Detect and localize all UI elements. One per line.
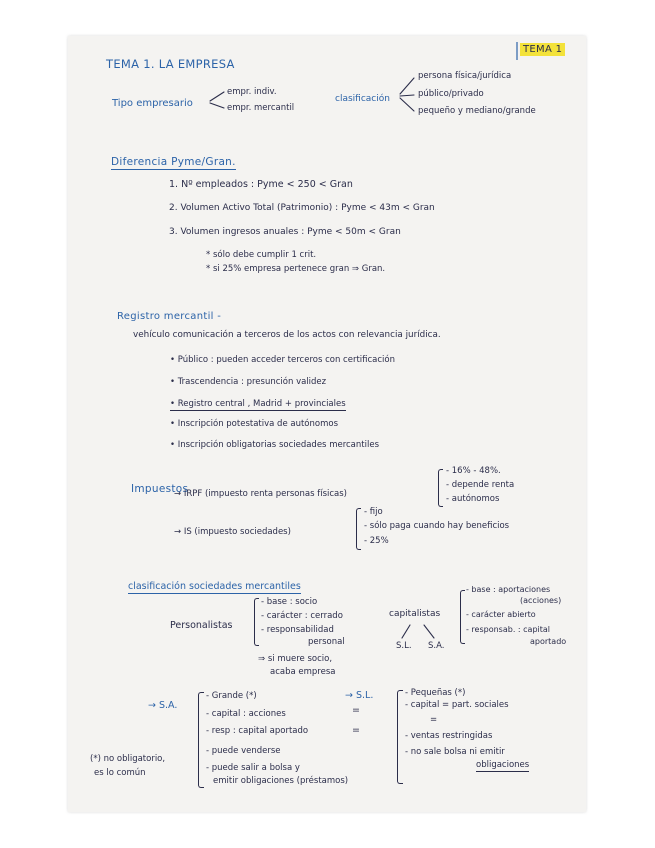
sa-item: - capital : acciones — [206, 709, 286, 719]
sa-item: emitir obligaciones (préstamos) — [213, 776, 349, 786]
sl-item: - Pequeñas (*) — [405, 688, 466, 698]
personalistas-item: - base : socio — [261, 597, 318, 607]
footnote: (*) no obligatorio, — [90, 754, 166, 764]
impuestos-heading: Impuestos — [131, 483, 189, 495]
personalistas-note: ⇒ si muere socio, — [258, 654, 333, 664]
tipo-item: empr. indiv. — [227, 87, 277, 97]
sa-equals: = — [352, 705, 360, 716]
sa-equals: = — [352, 725, 360, 736]
clasificacion-label: clasificación — [335, 94, 390, 104]
irpf-label: → IRPF (impuesto renta personas físicas) — [174, 489, 348, 499]
personalistas-item: - responsabilidad — [261, 625, 334, 635]
pyme-note: * si 25% empresa pertenece gran ⇒ Gran. — [206, 264, 386, 274]
capitalistas-item: - base : aportaciones — [466, 585, 551, 594]
capitalistas-item: - carácter abierto — [466, 610, 536, 619]
capitalistas-branch: S.A. — [428, 641, 445, 651]
clasificacion-item: persona física/jurídica — [418, 71, 512, 81]
sl-item: - ventas restringidas — [405, 731, 493, 741]
sl-item: - capital = part. sociales — [405, 700, 509, 710]
clasificacion-item: público/privado — [418, 89, 484, 99]
arrow-line — [400, 78, 414, 94]
tipo-item: empr. mercantil — [227, 103, 295, 113]
tema-tag-highlight: TEMA 1 — [520, 43, 565, 56]
registro-bullet: • Inscripción obligatorias sociedades mercantiles — [170, 440, 379, 450]
registro-bullet: • Inscripción potestativa de autónomos — [170, 419, 339, 429]
registro-desc: vehículo comunicación a terceros de los actos con relevancia jurídica. — [133, 330, 441, 340]
sa-item: - Grande (*) — [206, 691, 257, 701]
sa-item: - puede venderse — [206, 746, 281, 756]
pyme-heading-text: Diferencia Pyme/Gran. — [111, 156, 236, 168]
arrow-line — [424, 625, 434, 638]
registro-heading: Registro mercantil - — [117, 311, 222, 322]
capitalistas-label: capitalistas — [389, 609, 441, 619]
arrow-line — [400, 95, 414, 96]
irpf-item: - autónomos — [446, 494, 500, 504]
sa-label: → S.A. — [148, 700, 178, 711]
capitalistas-item: - responsab. : capital — [466, 625, 551, 634]
personalistas-item: personal — [308, 637, 345, 647]
personalistas-label: Personalistas — [170, 620, 233, 631]
capitalistas-branch: S.L. — [396, 641, 412, 651]
tipo-label: Tipo empresario — [112, 98, 193, 109]
sl-item: = — [430, 715, 438, 725]
personalistas-item: - carácter : cerrado — [261, 611, 343, 621]
capitalistas-item: aportado — [530, 637, 567, 646]
pyme-criterion: 3. Volumen ingresos anuales : Pyme < 50m < Gran — [169, 227, 401, 237]
is-item: - fijo — [364, 507, 383, 517]
page-title: TEMA 1. LA EMPRESA — [106, 57, 235, 71]
sl-label: → S.L. — [345, 690, 374, 701]
sociedades-heading-text: clasificación sociedades mercantiles — [128, 581, 301, 592]
is-item: - 25% — [364, 536, 389, 546]
sl-item: - no sale bolsa ni emitir — [405, 747, 505, 757]
irpf-item: - 16% - 48%. — [446, 466, 501, 476]
is-label: → IS (impuesto sociedades) — [174, 527, 291, 537]
capitalistas-item: (acciones) — [520, 596, 562, 605]
is-item: - sólo paga cuando hay beneficios — [364, 521, 510, 531]
footnote: es lo común — [94, 768, 146, 778]
arrow-line — [400, 98, 414, 111]
sa-item: - puede salir a bolsa y — [206, 763, 300, 773]
clasificacion-item: pequeño y mediano/grande — [418, 106, 536, 116]
registro-bullet: • Público : pueden acceder terceros con certificación — [170, 355, 395, 365]
pyme-note: * sólo debe cumplir 1 crit. — [206, 250, 317, 260]
irpf-item: - depende renta — [446, 480, 515, 490]
personalistas-note: acaba empresa — [270, 667, 336, 677]
sa-item: - resp : capital aportado — [206, 726, 309, 736]
pyme-criterion: 1. Nº empleados : Pyme < 250 < Gran — [169, 179, 353, 190]
arrow-line — [210, 92, 224, 101]
arrow-line — [402, 625, 410, 638]
pyme-criterion: 2. Volumen Activo Total (Patrimonio) : Pyme < 43m < Gran — [169, 203, 435, 213]
registro-bullet: • Trascendencia : presunción validez — [170, 377, 327, 387]
registro-bullet-text: • Registro central , Madrid + provinciales — [170, 399, 346, 409]
arrow-line — [210, 103, 224, 108]
sl-item-text: obligaciones — [476, 760, 530, 770]
